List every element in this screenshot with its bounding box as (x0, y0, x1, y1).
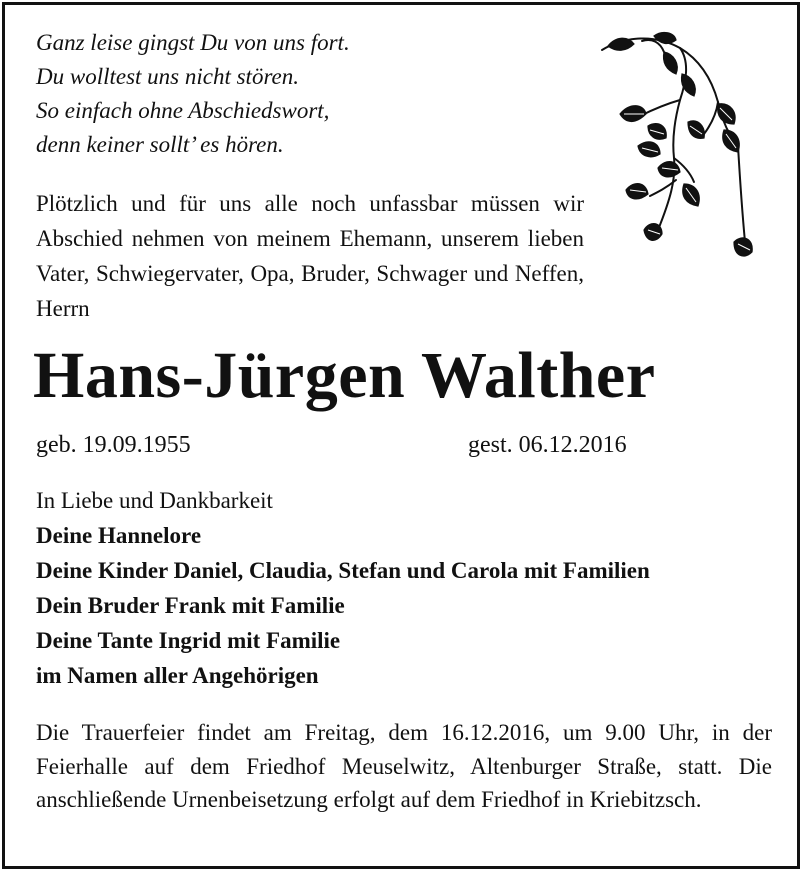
mourner-line: Deine Tante Ingrid mit Familie (36, 628, 341, 653)
leaf-branch-icon (600, 30, 770, 275)
poem (36, 26, 350, 162)
mourner-line: Deine Kinder Daniel, Claudia, Stefan und Carola mit Familien (36, 558, 650, 583)
mourner-line: Deine Hannelore (36, 523, 202, 548)
mourner-line: im Namen aller Angehörigen (36, 663, 319, 688)
poem-line: Ganz leise gingst Du von uns fort. (36, 30, 350, 55)
mourners-opening: In Liebe und Dankbarkeit (36, 488, 273, 513)
mourners-list (36, 483, 650, 693)
deceased-name: Hans-Jürgen Walther (33, 339, 656, 412)
death-date: gest. 06.12.2016 (468, 432, 627, 458)
poem-line: Du wolltest uns nicht stören. (36, 64, 300, 89)
poem-line: So einfach ohne Abschiedswort, (36, 98, 330, 123)
funeral-details: Die Trauerfeier findet am Freitag, dem 16.12.2016, um 9.00 Uhr, in der Feierhalle auf dem Friedhof Meuselwitz, Altenburger Straße, statt. Die anschließende Urnenbeisetzung erfolgt auf dem Friedhof in Kriebitzsch. (36, 720, 772, 812)
announcement-intro: Plötzlich und für uns alle noch unfassbar müssen wir Abschied nehmen von meinem Ehemann, unserem lieben Vater, Schwiegervater, Opa, Bruder, Schwager und Neffen, Herrn (36, 191, 584, 321)
birth-date: geb. 19.09.1955 (36, 432, 191, 458)
mourner-line: Dein Bruder Frank mit Familie (36, 593, 345, 618)
poem-line: denn keiner sollt’ es hören. (36, 132, 284, 157)
